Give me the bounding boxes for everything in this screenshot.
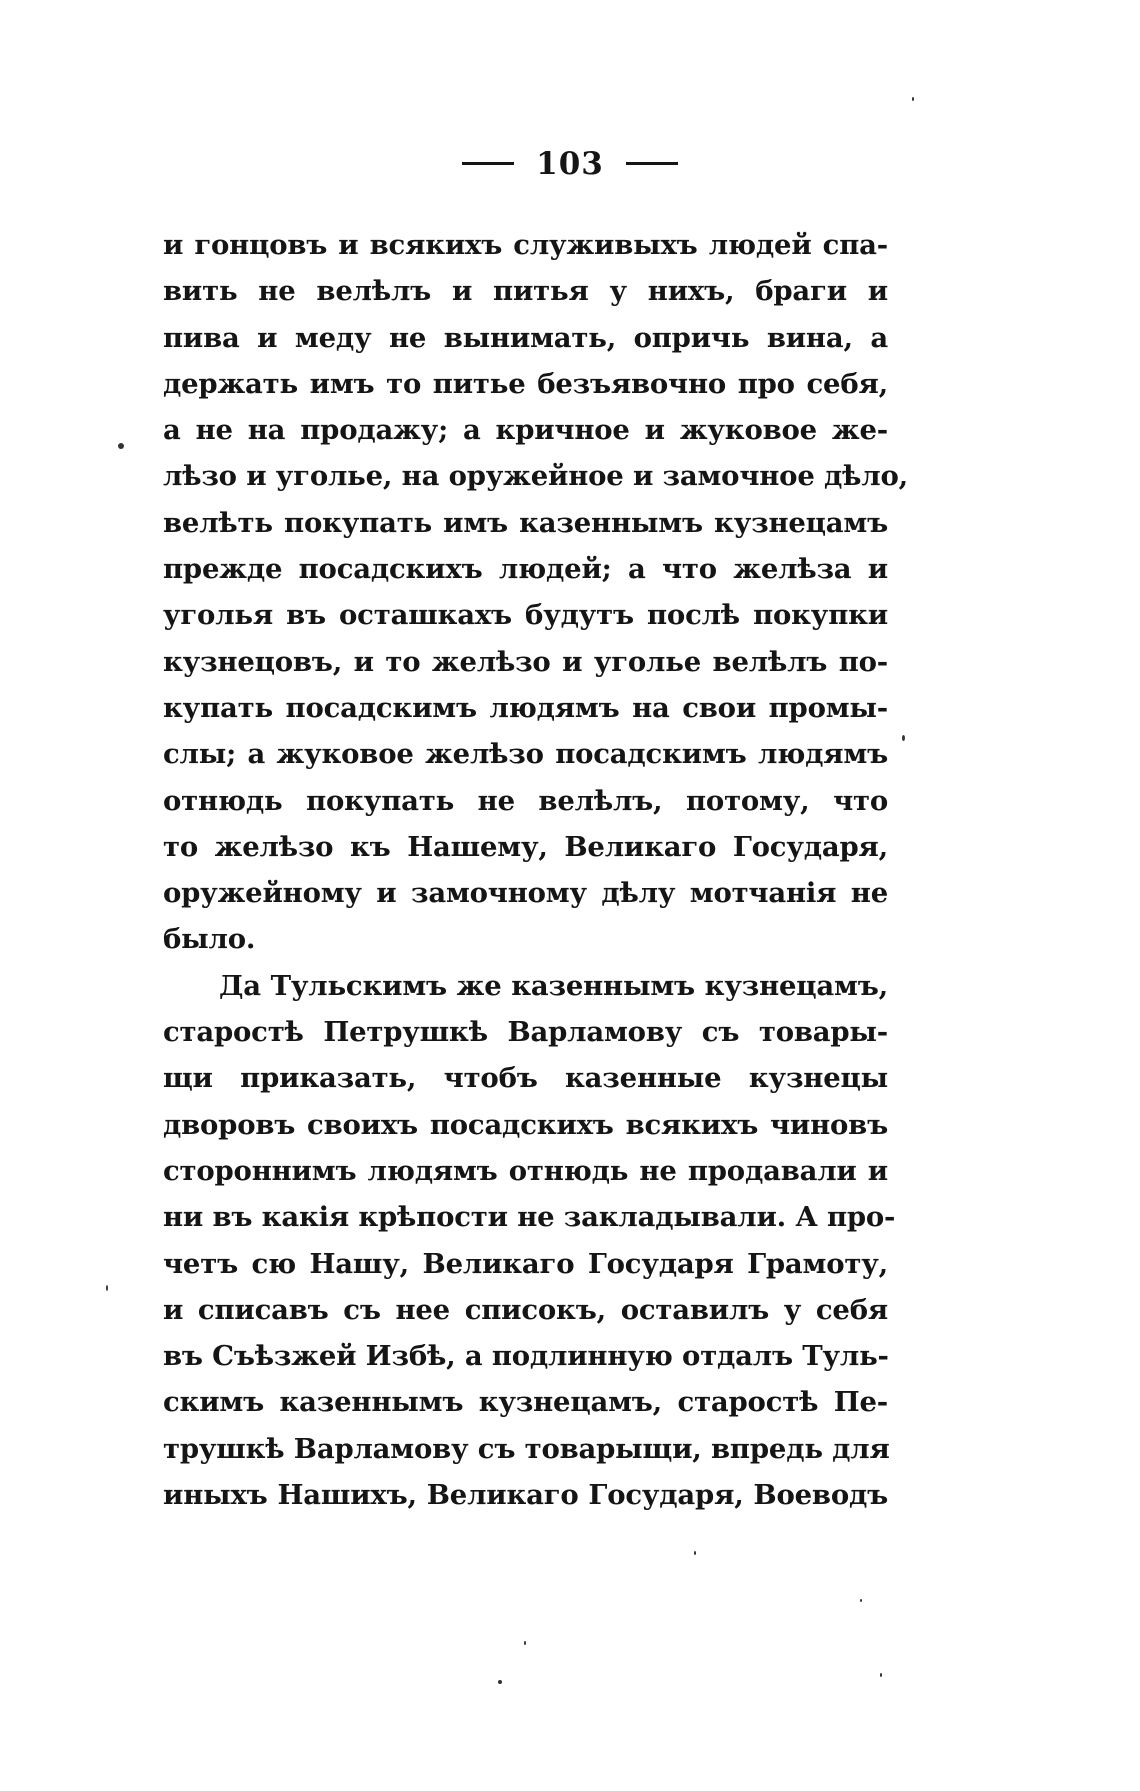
paragraph-1 xyxy=(163,222,908,963)
text-line: старостѣ Петрушкѣ Варламову съ товары- xyxy=(163,1016,888,1049)
scan-speck xyxy=(860,1599,862,1602)
text-line: и гонцовъ и всякихъ служивыхъ людей спа- xyxy=(163,229,888,261)
text-line: прежде посадскихъ людей; а что желѣза и xyxy=(163,553,888,586)
text-line: велѣть покупать имъ казеннымъ кузнецамъ xyxy=(163,506,888,539)
scan-speck xyxy=(524,1641,526,1645)
text-line: слы; а жуковое желѣзо посадскимъ людямъ xyxy=(163,738,888,771)
text-line: было. xyxy=(163,923,256,956)
text-line: стороннимъ людямъ отнюдь не продавали и xyxy=(163,1154,888,1187)
scan-speck xyxy=(912,97,914,101)
text-line: скимъ казеннымъ кузнецамъ, старостѣ Пе- xyxy=(163,1386,888,1419)
text-line: оружейному и замочному дѣлу мотчанія не xyxy=(163,877,888,910)
text-line: а не на продажу; а кричное и жуковое же- xyxy=(163,414,888,447)
paragraph-2 xyxy=(163,963,896,1519)
body-text xyxy=(163,222,908,1518)
text-line: кузнецовъ, и то желѣзо и уголье велѣлъ по- xyxy=(163,645,888,678)
scan-speck xyxy=(106,1285,108,1291)
text-line: пива и меду не вынимать, опричь вина, а xyxy=(163,321,888,354)
dash-left xyxy=(462,162,514,165)
text-line: щи приказать, чтобъ казенные кузнецы xyxy=(163,1062,888,1095)
text-line: то желѣзо къ Нашему, Великаго Государя, xyxy=(163,830,888,863)
text-line: вить не велѣлъ и питья у нихъ, браги и xyxy=(163,275,888,308)
page-number xyxy=(0,146,1140,182)
scan-speck xyxy=(498,1680,502,1684)
scan-speck xyxy=(902,735,905,741)
page-number-value: 103 xyxy=(536,146,604,182)
text-line: и списавъ съ нее списокъ, оставилъ у себя xyxy=(163,1293,888,1326)
text-line: купать посадскимъ людямъ на свои промы- xyxy=(163,691,888,724)
text-line: ни въ какія крѣпости не закладывали. А про- xyxy=(163,1201,896,1234)
scan-speck xyxy=(694,1551,696,1555)
text-line: Да Тульскимъ же казеннымъ кузнецамъ, xyxy=(219,969,888,1002)
text-line: иныхъ Нашихъ, Великаго Государя, Воеводъ xyxy=(163,1479,888,1512)
dash-right xyxy=(626,162,678,165)
text-line: уголья въ осташкахъ будутъ послѣ покупки xyxy=(163,599,888,632)
scan-speck xyxy=(880,1673,882,1677)
text-line: лѣзо и уголье, на оружейное и замочное дѣло, xyxy=(163,460,908,493)
text-line: въ Съѣзжей Избѣ, а подлинную отдалъ Туль- xyxy=(163,1340,889,1373)
text-line: четъ сю Нашу, Великаго Государя Грамоту, xyxy=(163,1247,888,1280)
text-line: держать имъ то питье безъявочно про себя, xyxy=(163,367,888,400)
text-line: отнюдь покупать не велѣлъ, потому, что xyxy=(163,784,888,817)
text-line: дворовъ своихъ посадскихъ всякихъ чиновъ xyxy=(163,1108,888,1141)
scan-speck xyxy=(118,443,124,449)
text-line: трушкѣ Варламову съ товарыщи, впредь для xyxy=(163,1432,890,1465)
